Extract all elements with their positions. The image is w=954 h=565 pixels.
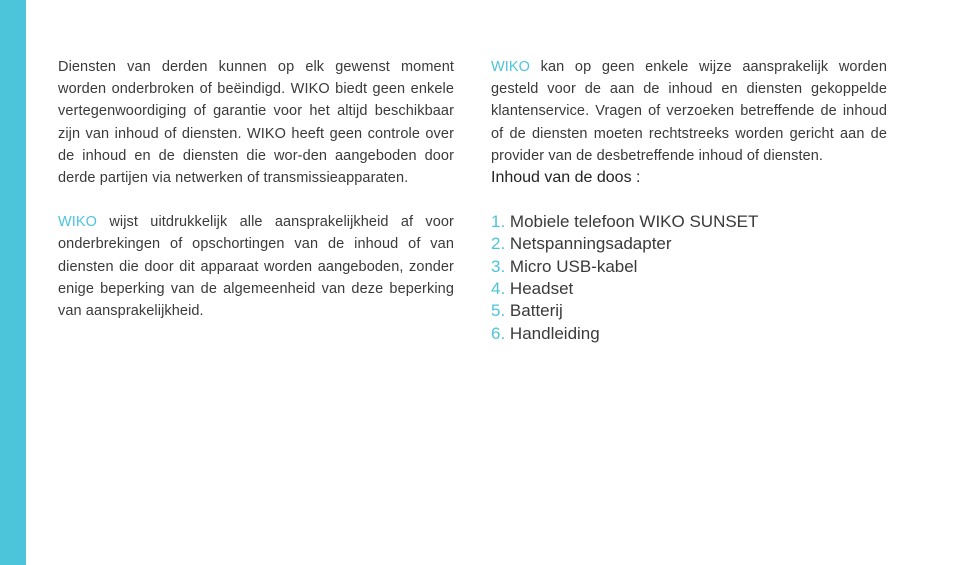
box-contents-list: [491, 211, 887, 345]
item-number: 1.: [491, 212, 506, 232]
item-label: Headset: [509, 278, 574, 298]
box-contents-heading: Inhoud van de doos :: [491, 169, 641, 187]
third-party-services-paragraph: Diensten van derden kunnen op elk gewenst moment worden onderbroken of beëindigd. WIKO biedt geen enkele vertegenwoordiging of garantie voor het altijd beschikbaar zijn van inhoud of diensten. WIKO heeft geen controle over de inhoud en de diensten die wor-den aangeboden door derde partijen via netwerken of transmissieapparaten.: [58, 59, 454, 187]
item-number: 4.: [491, 278, 506, 298]
list-item: [491, 233, 887, 255]
brand-name: WIKO: [58, 214, 98, 231]
list-item: [491, 300, 887, 322]
item-label: Handleiding: [509, 323, 600, 343]
item-number: 2.: [491, 234, 506, 254]
item-number: 3.: [491, 256, 506, 276]
liability-disclaimer-paragraph: [58, 211, 454, 322]
side-accent-bar: [0, 0, 26, 565]
right-column: [491, 56, 887, 345]
list-item: [491, 256, 887, 278]
brand-name: WIKO: [491, 59, 531, 75]
list-item: [491, 323, 887, 345]
item-label: Batterij: [509, 301, 563, 321]
item-label: Mobiele telefoon WIKO SUNSET: [509, 212, 759, 232]
list-item: [491, 278, 887, 300]
item-number: 5.: [491, 301, 506, 321]
item-number: 6.: [491, 323, 506, 343]
item-label: Micro USB-kabel: [509, 256, 638, 276]
customer-service-paragraph: [491, 56, 887, 167]
paragraph-text: kan op geen enkele wijze aansprakelijk worden gesteld voor de aan de inhoud en diensten gekoppelde klantenservice. Vragen of verzoeken betreffende de inhoud of de diensten moeten rechtstreeks worden gericht aan de provider van de desbetreffende inhoud of diensten.: [491, 59, 887, 164]
paragraph-text: wijst uitdrukkelijk alle aansprakelijkheid af voor onderbrekingen of opschortingen van de inhoud of van diensten die door dit apparaat worden aangeboden, zonder enige beperking van de algemeenheid van deze beperking van aansprakelijkheid.: [58, 214, 454, 320]
left-column: [58, 56, 454, 322]
list-item: [491, 211, 887, 233]
item-label: Netspanningsadapter: [509, 234, 672, 254]
